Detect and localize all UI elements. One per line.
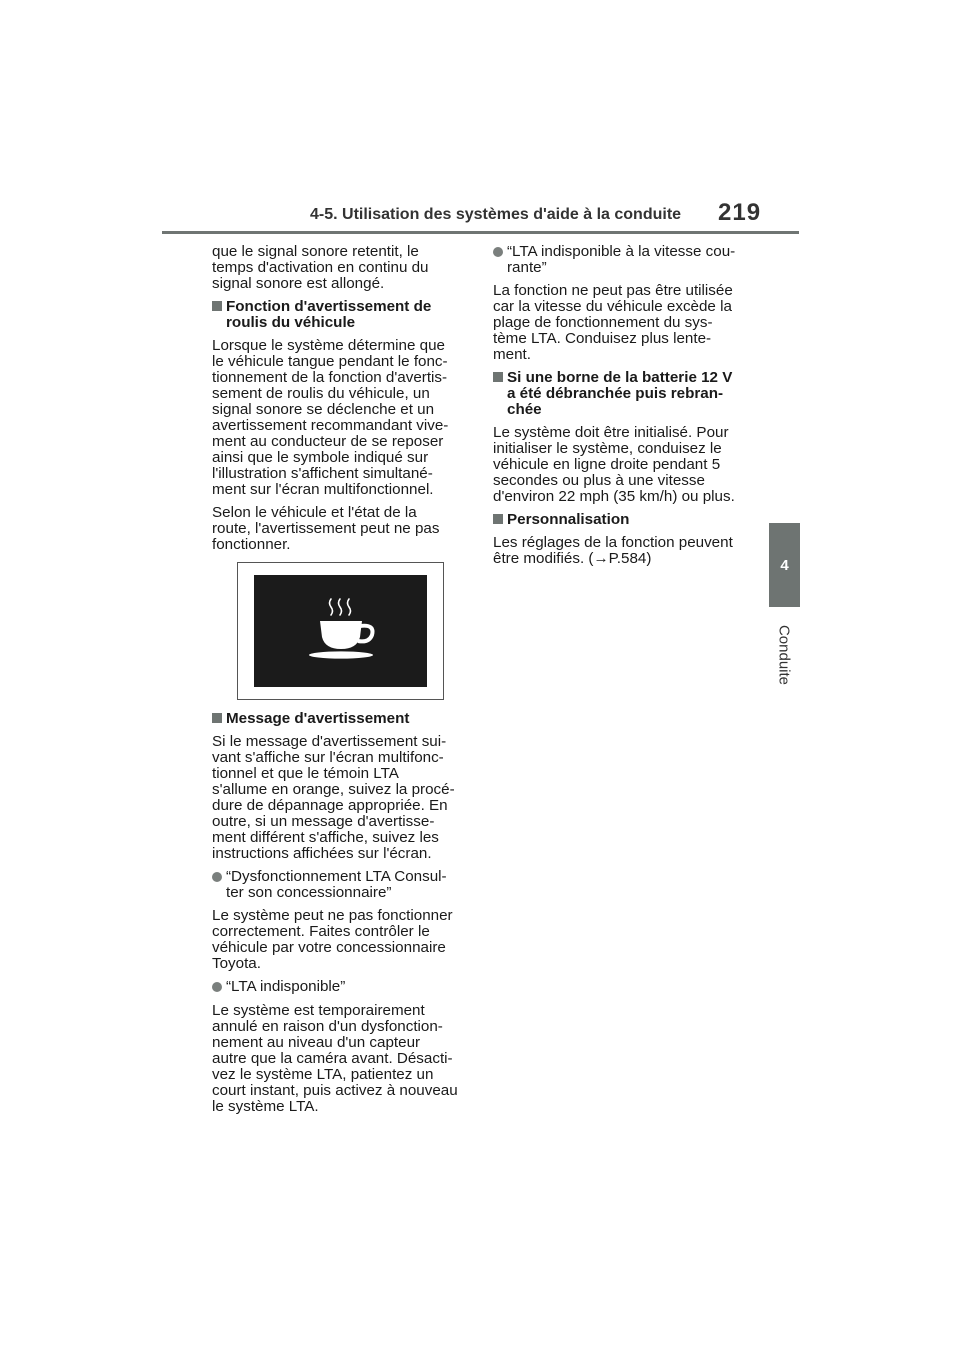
chapter-number: 4 — [780, 556, 789, 574]
square-bullet-icon — [212, 301, 222, 311]
page-reference-link[interactable]: P.584) — [608, 550, 652, 567]
arrow-right-icon: → — [593, 550, 609, 567]
page-number: 219 — [718, 199, 762, 226]
list-item: “LTA indisponible à la vitesse cou- rante” — [493, 244, 758, 276]
chapter-label: Conduite — [775, 624, 793, 686]
paragraph: Selon le véhicule et l'état de la route, l'avertissement peut ne pas fonctionner. — [212, 504, 440, 553]
square-bullet-icon — [493, 514, 503, 524]
round-bullet-icon — [493, 247, 503, 257]
paragraph: Les réglages de la fonction peuvent être modifiés. (→P.584) — [493, 534, 733, 567]
section-heading-personnalisation: Personnalisation — [493, 512, 758, 528]
paragraph: La fonction ne peut pas être utilisée car la vitesse du véhicule excède la plage de fonctionnement du sys- tème LTA. Conduisez plus lente- ment. — [493, 282, 733, 363]
paragraph: Le système peut ne pas fonctionner correctement. Faites contrôler le véhicule par votre concessionnaire Toyota. — [212, 907, 453, 972]
round-bullet-icon — [212, 872, 222, 882]
left-column — [212, 244, 474, 1122]
section-heading-roulis: Fonction d'avertissement de roulis du véhicule — [212, 299, 474, 331]
chapter-tab[interactable] — [769, 523, 800, 607]
multi-info-display — [254, 575, 427, 687]
paragraph: Si le message d'avertissement sui- vant s'affiche sur l'écran multifonc- tionnel et que le témoin LTA s'allume en orange, suivez la procé- dure de dépannage appropriée. En outre, si un message d'avertisse- ment différent s'affiche, suivez les instructions affichées sur l'écran. — [212, 733, 455, 862]
round-bullet-icon — [212, 982, 222, 992]
illustration-frame — [237, 562, 444, 700]
coffee-cup-icon — [254, 575, 427, 687]
square-bullet-icon — [493, 372, 503, 382]
list-item: “Dysfonctionnement LTA Consul- ter son concessionnaire” — [212, 869, 474, 901]
section-heading-message: Message d'avertissement — [212, 711, 474, 727]
list-item: “LTA indisponible” — [212, 979, 474, 996]
paragraph: Le système est temporairement annulé en raison d'un dysfonction- nement au niveau d'un capteur autre que la caméra avant. Désacti- vez le système LTA, patientez un court instant, puis activez à nouveau le système LTA. — [212, 1002, 458, 1115]
paragraph: Le système doit être initialisé. Pour initialiser le système, conduisez le véhicule en ligne droite pendant 5 secondes ou plus à une vitesse d'environ 22 mph (35 km/h) ou plus. — [493, 424, 735, 505]
square-bullet-icon — [212, 713, 222, 723]
section-heading-batterie: Si une borne de la batterie 12 V a été débranchée puis rebran- chée — [493, 370, 758, 418]
paragraph: Lorsque le système détermine que le véhicule tangue pendant le fonc- tionnement de la fonction d'avertis- sement de roulis du véhicule, un signal sonore se déclenche et un avertissement recommandant vive- ment au conducteur de se reposer ainsi que le symbole indiqué sur l'illustration s'affichent simultané- ment sur l'écran multifonctionnel. — [212, 337, 449, 498]
header-divider — [162, 231, 799, 234]
section-title: 4-5. Utilisation des systèmes d'aide à la conduite — [310, 206, 682, 223]
intro-paragraph: que le signal sonore retentit, le temps d'activation en continu du signal sonore est allongé. — [212, 243, 429, 292]
right-column — [493, 244, 758, 574]
